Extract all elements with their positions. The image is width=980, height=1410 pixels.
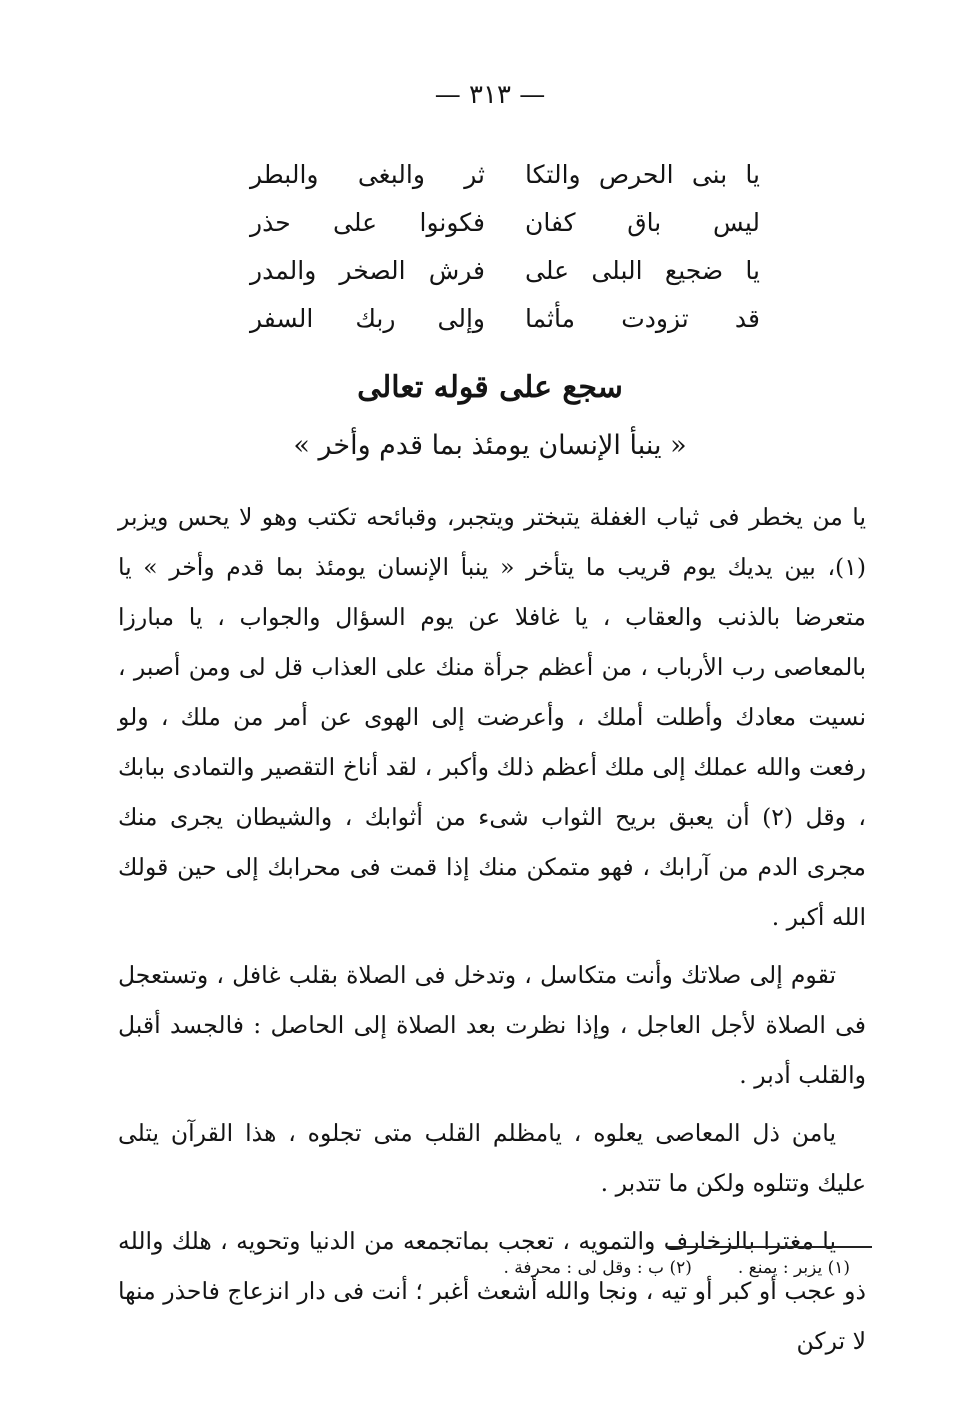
footnotes	[400, 1258, 850, 1278]
paragraph: يامن ذل المعاصى يعلوه ، يامظلم القلب متى تجلوه ، هذا القرآن يتلى عليك وتتلوه ولكن ما تتدبر .	[118, 1119, 866, 1197]
verse-first-hemistich: يا ضجيع البلى على	[525, 255, 760, 285]
verse-second-hemistich: وإلى ربك السفر	[250, 303, 485, 333]
paragraph: يا مغترا بالزخارف والتمويه ، تعجب بماتجمعه من الدنيا وتحويه ، هلك والله ذو عجب أو كبر أو تيه ، ونجا والله أشعث أغبر ؛ أنت فى دار انزعاج فاحذر منها لا تركن	[118, 1227, 866, 1355]
poem-verse	[250, 246, 760, 294]
poem-verse	[250, 294, 760, 342]
verse-first-hemistich: قد تزودت مأثما	[525, 303, 760, 333]
paragraph: يا من يخطر فى ثياب الغفلة يتبختر ويتجبر، وقبائحه تكتب وهو لا يحس ويزبر (١)، بين يديك يوم قريب ما يتأخر « ينبأ الإنسان يومئذ بما قدم وأخر » يا متعرضا بالذنب والعقاب ، يا غافلا عن يوم السؤال والجواب ، يا مبارزا بالمعاصى رب الأرباب ، من أعظم جرأة منك على العذاب قل لى ومن أصبر ، نسيت معادك وأطلت أملك ، وأعرضت إلى الهوى عن أمر من ملك ، ولو رفعت والله عملك إلى ملك أعظم ذلك وأكبر ، لقد أناخ التقصير والتمادى ببابك ، وقل (٢) أن يعبق بريح الثواب شىء من أثوابك ، والشيطان يجرى منك مجرى الدم من آرابك ، فهو متمكن منك إذا قمت فى محرابك إلى حين قولك الله أكبر .	[118, 503, 866, 931]
poem-verse	[250, 150, 760, 198]
paragraph: تقوم إلى صلاتك وأنت متكاسل ، وتدخل فى الصلاة بقلب غافل ، وتستعجل فى الصلاة لأجل العاجل ، وإذا نظرت بعد الصلاة إلى الحاصل : فالجسد أقبل والقلب أدبر .	[118, 961, 866, 1089]
page-number: — ٣١٣ —	[434, 80, 546, 110]
footnote: (٢) ب : وقل لى : محرفة .	[503, 1258, 692, 1278]
quranic-verse-quote: « ينبأ الإنسان يومئذ بما قدم وأخر »	[293, 430, 687, 461]
footnote-divider	[666, 1246, 872, 1248]
footnote: (١) يزبر : يمنع .	[737, 1258, 850, 1278]
verse-second-hemistich: ثر والبغى والبطر	[250, 159, 485, 189]
verse-second-hemistich: فرش الصخر والمدر	[250, 255, 485, 285]
body-text	[118, 492, 866, 1374]
section-title: سجع على قوله تعالى	[357, 370, 623, 405]
poem-verse	[250, 198, 760, 246]
verse-second-hemistich: فكونوا على حذر	[250, 207, 485, 237]
verse-first-hemistich: ليس باق كفان	[525, 207, 760, 237]
verse-first-hemistich: يا بنى الحرص والتكا	[525, 159, 760, 189]
poem	[250, 150, 760, 342]
